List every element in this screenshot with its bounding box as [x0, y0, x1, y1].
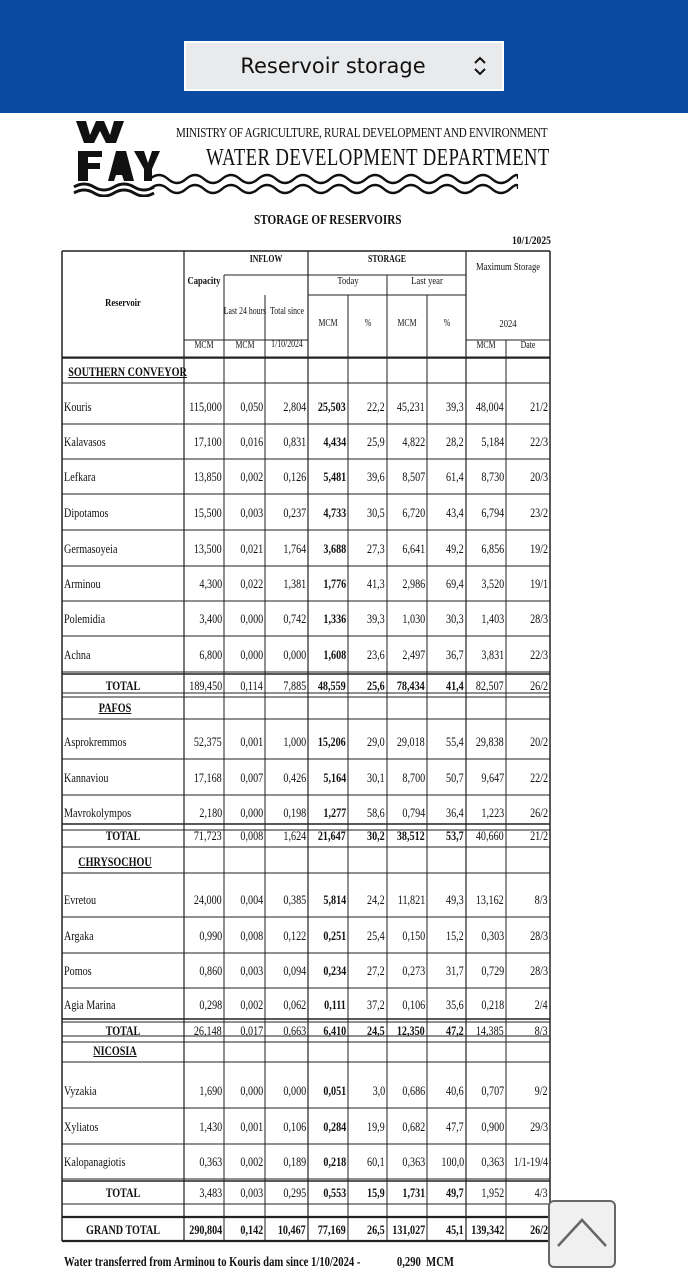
- total-row-label: TOTAL: [105, 828, 141, 843]
- table-row-value: 0,002: [240, 997, 263, 1012]
- table-row-value: 13,850: [194, 469, 222, 484]
- table-row-value: 58,6: [367, 805, 385, 820]
- table-row-value: 1,690: [199, 1083, 222, 1098]
- table-row-value: 0,106: [402, 997, 425, 1012]
- table-row-value: 0,150: [402, 928, 425, 943]
- table-row-name: Argaka: [64, 928, 94, 943]
- table-row-value: 0,002: [240, 1154, 263, 1169]
- table-row-name: Kouris: [64, 399, 92, 414]
- total-row-value: 0,003: [240, 1185, 263, 1200]
- table-row-name: Germasoyeia: [64, 541, 118, 556]
- total-row-value: 0,017: [240, 1023, 263, 1038]
- table-row-value: 5,481: [323, 469, 346, 484]
- group-header: SOUTHERN CONVEYOR: [68, 364, 187, 379]
- table-row-value: 1,336: [323, 611, 346, 626]
- table-row-value: 0,385: [283, 892, 306, 907]
- table-row-value: 15,500: [194, 505, 222, 520]
- header-last-year: Last year: [410, 275, 443, 287]
- table-row-value: 0,051: [323, 1083, 346, 1098]
- table-row-name: Kannaviou: [64, 770, 109, 785]
- transfer-note-unit: MCM: [426, 1255, 454, 1270]
- table-row-value: 0,218: [481, 997, 504, 1012]
- table-row-value: 15,206: [318, 734, 346, 749]
- table-row-value: 43,4: [446, 505, 464, 520]
- table-row-value: 39,3: [367, 611, 385, 626]
- reservoir-select[interactable]: [184, 41, 504, 91]
- table-row-value: 0,363: [402, 1154, 425, 1169]
- table-row-value: 0,707: [481, 1083, 504, 1098]
- table-row-name: Kalopanagiotis: [64, 1154, 126, 1169]
- total-row-value: 26/2: [529, 678, 548, 693]
- table-row-value: 0,363: [481, 1154, 504, 1169]
- grand-total-row-value: 45,1: [446, 1222, 464, 1237]
- table-row-value: 1,223: [481, 805, 504, 820]
- table-row-value: 0,050: [240, 399, 263, 414]
- header-today: Today: [336, 275, 359, 287]
- table-row-value: 0,273: [402, 963, 425, 978]
- table-row-value: 1,277: [323, 805, 346, 820]
- table-row-value: 2,497: [402, 647, 425, 662]
- table-row-value: 2,986: [402, 576, 425, 591]
- total-row-value: 3,483: [199, 1185, 222, 1200]
- header-maximum-storage: Maximum Storage: [475, 261, 541, 273]
- table-row-value: 0,004: [240, 892, 263, 907]
- table-row-value: 52,375: [194, 734, 222, 749]
- table-row-value: 8,507: [402, 469, 425, 484]
- table-row-value: 60,1: [367, 1154, 385, 1169]
- group-header: PAFOS: [98, 700, 132, 715]
- table-row-value: 0,000: [240, 647, 263, 662]
- grand-total-row-value: 10,467: [278, 1222, 306, 1237]
- table-row-value: 22/3: [529, 647, 548, 662]
- table-row-value: 0,682: [402, 1119, 425, 1134]
- table-row-value: 6,720: [402, 505, 425, 520]
- table-row-name: Kalavasos: [64, 434, 106, 449]
- grand-total-row-label: GRAND TOTAL: [85, 1222, 161, 1237]
- table-row-value: 29/3: [529, 1119, 548, 1134]
- header-reservoir: Reservoir: [105, 297, 141, 309]
- table-row-value: 39,3: [446, 399, 464, 414]
- table-row-value: 55,4: [446, 734, 464, 749]
- table-row-value: 28/3: [529, 928, 548, 943]
- total-row-value: 0,114: [240, 678, 263, 693]
- table-row-value: 1,430: [199, 1119, 222, 1134]
- table-row-value: 6,641: [402, 541, 425, 556]
- table-row-value: 0,106: [283, 1119, 306, 1134]
- table-row-value: 0,686: [402, 1083, 425, 1098]
- table-row-value: 0,729: [481, 963, 504, 978]
- total-row-value: 41,4: [446, 678, 464, 693]
- table-row-value: 0,900: [481, 1119, 504, 1134]
- header-unit: MCM: [397, 318, 417, 329]
- table-row-value: 3,400: [199, 611, 222, 626]
- table-row-value: 28,2: [446, 434, 464, 449]
- header-unit: MCM: [476, 340, 496, 351]
- table-row-value: 40,6: [446, 1083, 464, 1098]
- table-row-value: 0,237: [283, 505, 306, 520]
- table-row-value: 22,2: [367, 399, 385, 414]
- table-row-value: 11,821: [397, 892, 425, 907]
- table-row-value: 48,004: [476, 399, 504, 414]
- table-row-value: 5,164: [323, 770, 346, 785]
- total-row-value: 1,952: [481, 1185, 504, 1200]
- table-row-value: 27,3: [367, 541, 385, 556]
- table-row-value: 3,520: [481, 576, 504, 591]
- transfer-note-value: 0,290: [396, 1255, 421, 1270]
- table-row-value: 100,0: [441, 1154, 464, 1169]
- table-row-name: Evretou: [64, 892, 97, 907]
- table-row-value: 0,990: [199, 928, 222, 943]
- table-row-value: 0,003: [240, 505, 263, 520]
- table-row-value: 0,363: [199, 1154, 222, 1169]
- table-row-value: 0,303: [481, 928, 504, 943]
- header-unit: MCM: [318, 318, 338, 329]
- table-row-name: Mavrokolympos: [64, 805, 132, 820]
- table-row-value: 27,2: [367, 963, 385, 978]
- total-row-value: 6,410: [323, 1023, 346, 1038]
- table-row-value: 24,2: [367, 892, 385, 907]
- table-row-value: 21/2: [529, 399, 548, 414]
- table-row-value: 0,860: [199, 963, 222, 978]
- total-row-value: 30,2: [367, 828, 385, 843]
- table-row-value: 0,218: [323, 1154, 346, 1169]
- table-row-value: 0,126: [283, 469, 306, 484]
- total-row-value: 8/3: [535, 1023, 548, 1038]
- total-row-value: 15,9: [367, 1185, 385, 1200]
- table-row-value: 0,002: [240, 469, 263, 484]
- table-row-value: 0,284: [323, 1119, 346, 1134]
- table-row-value: 6,856: [481, 541, 504, 556]
- table-row-name: Pomos: [64, 963, 92, 978]
- table-row-value: 29,838: [476, 734, 504, 749]
- grand-total-row-value: 0,142: [240, 1222, 263, 1237]
- table-row-value: 28/3: [529, 611, 548, 626]
- table-row-value: 49,2: [446, 541, 464, 556]
- table-row-value: 115,000: [189, 399, 222, 414]
- grand-total-row-value: 290,804: [189, 1222, 222, 1237]
- transfer-note: [64, 1255, 454, 1271]
- table-row-value: 29,018: [397, 734, 425, 749]
- table-row-value: 1,030: [402, 611, 425, 626]
- table-row-value: 29,0: [367, 734, 385, 749]
- table-row-value: 8,700: [402, 770, 425, 785]
- table-row-value: 37,2: [367, 997, 385, 1012]
- table-row-value: 47,7: [446, 1119, 464, 1134]
- total-row-label: TOTAL: [105, 678, 141, 693]
- table-row-value: 0,094: [283, 963, 306, 978]
- total-row-value: 7,885: [283, 678, 306, 693]
- up-down-chevron-icon: [472, 54, 488, 78]
- total-row-value: 0,008: [240, 828, 263, 843]
- header-total-since: Total since: [269, 306, 304, 317]
- grand-total-row-value: 26,5: [367, 1222, 385, 1237]
- table-row-value: 22/3: [529, 434, 548, 449]
- table-row-value: 0,251: [323, 928, 346, 943]
- table-row-value: 0,000: [240, 1083, 263, 1098]
- total-row-value: 71,723: [194, 828, 222, 843]
- table-row-value: 2/4: [535, 997, 548, 1012]
- total-row-value: 0,553: [323, 1185, 346, 1200]
- header-unit: MCM: [234, 340, 255, 351]
- table-row-value: 4,733: [323, 505, 346, 520]
- table-row-value: 8,730: [481, 469, 504, 484]
- header-unit: %: [364, 318, 371, 329]
- table-row-value: 0,122: [283, 928, 306, 943]
- table-row-value: 0,111: [324, 997, 346, 1012]
- report-title: STORAGE OF RESERVOIRS: [254, 213, 402, 228]
- header-capacity: Capacity: [187, 275, 221, 287]
- table-row-value: 19/1: [529, 576, 548, 591]
- table-row-value: 1,608: [323, 647, 346, 662]
- table-row-value: 4,300: [199, 576, 222, 591]
- chevron-up-icon: [550, 1202, 614, 1266]
- table-row-value: 39,6: [367, 469, 385, 484]
- total-row-value: 1,624: [283, 828, 306, 843]
- table-row-value: 24,000: [194, 892, 222, 907]
- table-row-value: 1/1-19/4: [513, 1154, 548, 1169]
- table-row-value: 61,4: [446, 469, 464, 484]
- reservoir-report: [0, 113, 688, 1280]
- department-name: WATER DEVELOPMENT DEPARTMENT: [206, 145, 550, 171]
- reservoir-select-value: Reservoir storage: [240, 54, 426, 78]
- total-row-value: 0,295: [283, 1185, 306, 1200]
- table-row-value: 0,007: [240, 770, 263, 785]
- total-row-value: 4/3: [535, 1185, 548, 1200]
- table-row-value: 23,6: [367, 647, 385, 662]
- report-date: 10/1/2025: [512, 233, 551, 247]
- table-row-value: 23/2: [529, 505, 548, 520]
- total-row-value: 53,7: [446, 828, 464, 843]
- total-row-value: 21/2: [529, 828, 548, 843]
- total-row-value: 1,731: [402, 1185, 425, 1200]
- table-row-name: Agia Marina: [64, 997, 116, 1012]
- total-row-value: 0,663: [283, 1023, 306, 1038]
- table-row-value: 6,800: [199, 647, 222, 662]
- total-row-value: 14,385: [476, 1023, 504, 1038]
- table-row-value: 22/2: [529, 770, 548, 785]
- table-row-value: 0,000: [240, 805, 263, 820]
- group-header: CHRYSOCHOU: [78, 854, 152, 869]
- table-row-value: 5,184: [481, 434, 504, 449]
- table-row-value: 25,4: [367, 928, 385, 943]
- table-row-value: 0,831: [283, 434, 306, 449]
- table-row-value: 20/3: [529, 469, 548, 484]
- table-row-value: 19/2: [529, 541, 548, 556]
- header-year: 2024: [499, 318, 517, 330]
- total-row-value: 25,6: [367, 678, 385, 693]
- table-row-value: 2,804: [283, 399, 306, 414]
- ministry-name: MINISTRY OF AGRICULTURE, RURAL DEVELOPMENT AND ENVIRONMENT: [176, 125, 548, 140]
- table-row-value: 30,5: [367, 505, 385, 520]
- table-row-value: 49,3: [446, 892, 464, 907]
- header-unit: %: [443, 318, 450, 329]
- total-row-label: TOTAL: [105, 1185, 141, 1200]
- table-row-value: 8/3: [535, 892, 548, 907]
- table-row-value: 26/2: [529, 805, 548, 820]
- table-row-value: 0,000: [240, 611, 263, 626]
- total-row-value: 189,450: [189, 678, 222, 693]
- table-row-value: 1,764: [283, 541, 306, 556]
- table-row-name: Achna: [64, 647, 91, 662]
- table-row-value: 13,162: [476, 892, 504, 907]
- table-row-value: 2,180: [199, 805, 222, 820]
- table-row-value: 0,000: [283, 647, 306, 662]
- transfer-note-text: Water transferred from Arminou to Kouris dam since 1/10/2024 -: [64, 1255, 361, 1270]
- table-row-value: 0,742: [283, 611, 306, 626]
- total-row-value: 82,507: [476, 678, 504, 693]
- total-row-label: TOTAL: [105, 1023, 141, 1038]
- table-row-value: 30,1: [367, 770, 385, 785]
- table-row-name: Xyliatos: [64, 1119, 99, 1134]
- table-gridlines: [0, 113, 688, 1280]
- total-row-value: 26,148: [194, 1023, 222, 1038]
- table-row-name: Dipotamos: [64, 505, 109, 520]
- header-unit: MCM: [194, 340, 214, 351]
- table-row-value: 0,298: [199, 997, 222, 1012]
- group-header: NICOSIA: [93, 1043, 137, 1058]
- grand-total-row-value: 26/2: [529, 1222, 548, 1237]
- table-row-value: 3,688: [323, 541, 346, 556]
- table-row-value: 0,234: [323, 963, 346, 978]
- total-row-value: 40,660: [476, 828, 504, 843]
- table-row-value: 30,3: [446, 611, 464, 626]
- table-row-value: 1,403: [481, 611, 504, 626]
- header-since-date: 1/10/2024: [270, 339, 303, 350]
- table-row-value: 20/2: [529, 734, 548, 749]
- header-last-24: Last 24 hours: [223, 306, 266, 317]
- table-row-name: Vyzakia: [64, 1083, 97, 1098]
- table-row-value: 0,198: [283, 805, 306, 820]
- table-row-value: 0,022: [240, 576, 263, 591]
- table-row-value: 28/3: [529, 963, 548, 978]
- table-row-name: Asprokremmos: [64, 734, 127, 749]
- table-row-value: 0,021: [240, 541, 263, 556]
- total-row-value: 48,559: [318, 678, 346, 693]
- header-inflow: INFLOW: [249, 254, 283, 265]
- total-row-value: 38,512: [397, 828, 425, 843]
- table-row-value: 3,0: [372, 1083, 385, 1098]
- total-row-value: 21,647: [318, 828, 346, 843]
- table-row-value: 35,6: [446, 997, 464, 1012]
- header-date: Date: [520, 340, 536, 351]
- table-row-value: 6,794: [481, 505, 504, 520]
- table-row-value: 25,9: [367, 434, 385, 449]
- grand-total-row-value: 139,342: [471, 1222, 504, 1237]
- scroll-to-top-button[interactable]: [548, 1200, 616, 1268]
- table-row-value: 50,7: [446, 770, 464, 785]
- total-row-value: 49,7: [446, 1185, 464, 1200]
- table-row-name: Polemidia: [64, 611, 106, 626]
- table-row-value: 0,000: [283, 1083, 306, 1098]
- table-row-name: Lefkara: [64, 469, 96, 484]
- table-row-value: 17,100: [194, 434, 222, 449]
- table-row-name: Arminou: [64, 576, 101, 591]
- table-row-value: 25,503: [318, 399, 346, 414]
- grand-total-row-value: 77,169: [318, 1222, 346, 1237]
- header-storage: STORAGE: [367, 254, 407, 265]
- table-row-value: 0,189: [283, 1154, 306, 1169]
- table-row-value: 1,000: [283, 734, 306, 749]
- table-row-value: 45,231: [397, 399, 425, 414]
- total-row-value: 24,5: [367, 1023, 385, 1038]
- table-row-value: 15,2: [446, 928, 464, 943]
- table-row-value: 3,831: [481, 647, 504, 662]
- total-row-value: 47,2: [446, 1023, 464, 1038]
- table-row-value: 17,168: [194, 770, 222, 785]
- app-header: [0, 0, 688, 113]
- table-row-value: 0,003: [240, 963, 263, 978]
- table-row-value: 13,500: [194, 541, 222, 556]
- table-row-value: 69,4: [446, 576, 464, 591]
- table-row-value: 4,434: [323, 434, 346, 449]
- grand-total-row-value: 131,027: [392, 1222, 425, 1237]
- table-row-value: 1,776: [323, 576, 346, 591]
- table-row-value: 31,7: [446, 963, 464, 978]
- total-row-value: 12,350: [397, 1023, 425, 1038]
- table-row-value: 0,001: [240, 1119, 263, 1134]
- total-row-value: 78,434: [397, 678, 425, 693]
- table-row-value: 36,4: [446, 805, 464, 820]
- table-row-value: 0,794: [402, 805, 425, 820]
- table-row-value: 5,814: [323, 892, 346, 907]
- table-row-value: 41,3: [367, 576, 385, 591]
- table-row-value: 1,381: [283, 576, 306, 591]
- table-row-value: 0,016: [240, 434, 263, 449]
- table-row-value: 0,426: [283, 770, 306, 785]
- table-row-value: 0,001: [240, 734, 263, 749]
- table-row-value: 0,062: [283, 997, 306, 1012]
- table-row-value: 19,9: [367, 1119, 385, 1134]
- table-row-value: 9/2: [535, 1083, 548, 1098]
- table-row-value: 0,008: [240, 928, 263, 943]
- table-row-value: 36,7: [446, 647, 464, 662]
- table-row-value: 4,822: [402, 434, 425, 449]
- table-row-value: 9,647: [481, 770, 504, 785]
